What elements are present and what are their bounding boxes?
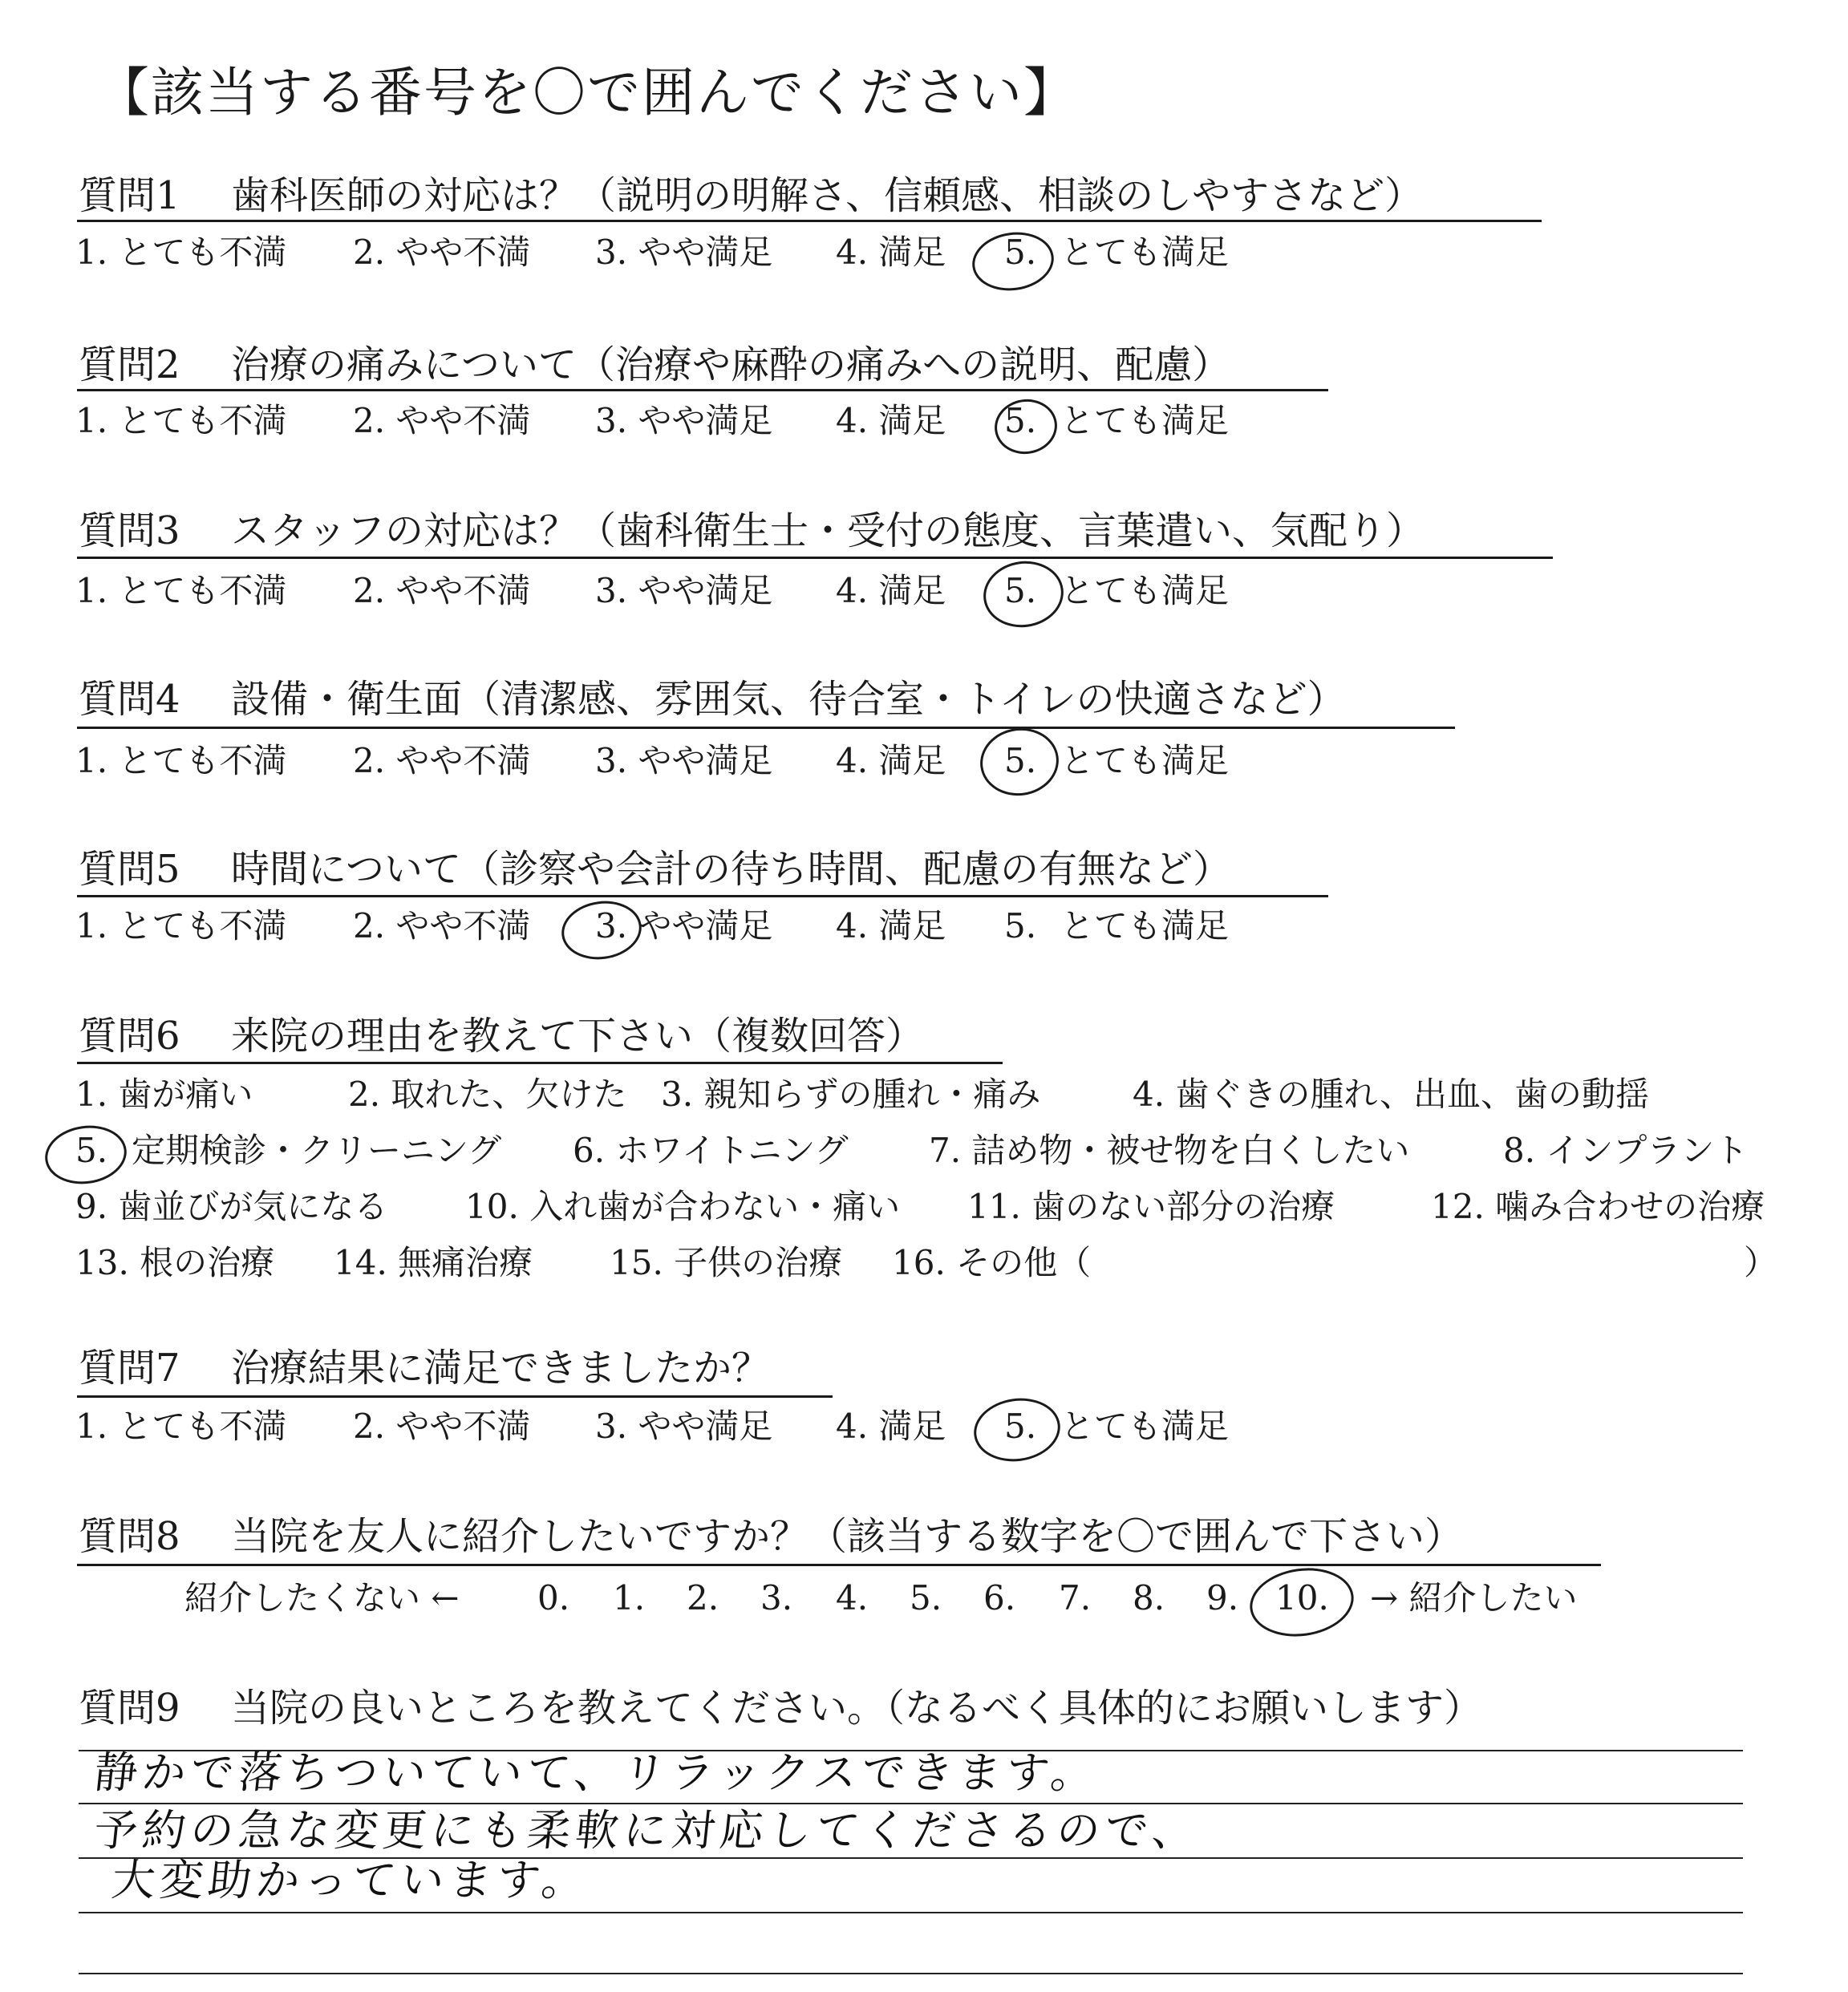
reason-option[interactable]: 15. 子供の治療: [610, 1243, 843, 1282]
question-7-options: [75, 1405, 1439, 1450]
option-5-label: とても満足: [1060, 401, 1230, 440]
question-number: 質問6: [79, 1014, 180, 1059]
option-1[interactable]: 1. とても不満: [75, 571, 287, 610]
reason-option[interactable]: 6. ホワイトニング: [573, 1131, 849, 1170]
reason-option[interactable]: 14. 無痛治療: [334, 1243, 533, 1282]
scale-option-7[interactable]: 7.: [1059, 1578, 1092, 1617]
question-number: 質問5: [79, 847, 180, 892]
scale-option-9[interactable]: 9.: [1206, 1578, 1239, 1617]
scale-option-0[interactable]: 0.: [537, 1578, 570, 1617]
question-3-header: [79, 507, 1424, 555]
question-4-header: [79, 675, 1346, 723]
option-5[interactable]: 5.: [1004, 571, 1037, 610]
option-2[interactable]: 2. やや不満: [353, 401, 531, 440]
answer-line: [79, 1973, 1743, 1974]
question-number: 質問2: [79, 342, 180, 387]
option-1[interactable]: 1. とても不満: [75, 906, 287, 945]
scale-right-label: → 紹介したい: [1370, 1578, 1578, 1617]
question-7-header: [79, 1344, 770, 1392]
question-underline: [77, 220, 1542, 222]
question-6-row-3: [75, 1185, 1800, 1230]
reason-option[interactable]: 7. 詰め物・被せ物を白くしたい: [929, 1131, 1410, 1170]
option-4[interactable]: 4. 満足: [836, 906, 946, 945]
scale-option-4[interactable]: 4.: [836, 1578, 869, 1617]
question-underline: [77, 895, 1328, 897]
option-3[interactable]: 3. やや満足: [595, 1407, 773, 1446]
handwritten-answer-line: 静かで落ちついていて、リラックスできます。: [91, 1747, 1102, 1798]
reason-option[interactable]: 3. 親知らずの腫れ・痛み: [661, 1075, 1041, 1114]
selection-circle: [976, 723, 1064, 801]
question-1-options: [75, 231, 1439, 276]
option-2[interactable]: 2. やや不満: [353, 1407, 531, 1446]
option-4[interactable]: 4. 満足: [836, 233, 946, 272]
question-text: 設備・衛生面（清潔感、雰囲気、待合室・トイレの快適さなど）: [231, 677, 1346, 722]
reason-option[interactable]: 4. 歯ぐきの腫れ、出血、歯の動揺: [1133, 1075, 1649, 1114]
page-title: 【該当する番号を〇で囲んでください】: [96, 62, 1078, 123]
reason-option[interactable]: 13. 根の治療: [75, 1243, 275, 1282]
option-1[interactable]: 1. とても不満: [75, 1407, 287, 1446]
question-8-scale: [184, 1577, 1708, 1622]
option-4[interactable]: 4. 満足: [836, 401, 946, 440]
scale-option-1[interactable]: 1.: [613, 1578, 646, 1617]
reason-option-label: 定期検診・クリーニング: [132, 1131, 502, 1170]
question-3-options: [75, 569, 1439, 614]
reason-option[interactable]: 12. 噛み合わせの治療: [1431, 1187, 1765, 1226]
question-text: 時間について（診察や会計の待ち時間、配慮の有無など）: [231, 847, 1232, 892]
option-1[interactable]: 1. とても不満: [75, 401, 287, 440]
question-8-header: [79, 1512, 1463, 1561]
reason-option[interactable]: 8. インプラント: [1503, 1131, 1749, 1170]
selection-circle: [970, 1393, 1064, 1467]
option-2[interactable]: 2. やや不満: [353, 233, 531, 272]
option-1[interactable]: 1. とても不満: [75, 233, 287, 272]
option-4[interactable]: 4. 満足: [836, 741, 946, 780]
question-number: 質問3: [79, 508, 180, 553]
option-3[interactable]: 3. やや満足: [595, 233, 773, 272]
reason-option-other[interactable]: 16. その他（: [892, 1243, 1092, 1282]
answer-line: [79, 1912, 1743, 1913]
question-text: 歯科医師の対応は？（説明の明解さ、信頼感、相談のしやすさなど）: [231, 173, 1424, 218]
question-text: 治療の痛みについて（治療や麻酔の痛みへの説明、配慮）: [231, 342, 1231, 387]
option-3[interactable]: 3. やや満足: [595, 401, 773, 440]
option-5[interactable]: 5.: [1004, 741, 1037, 780]
question-text: 来院の理由を教えて下さい（複数回答）: [231, 1014, 925, 1059]
option-1[interactable]: 1. とても不満: [75, 741, 287, 780]
question-2-header: [79, 341, 1230, 389]
handwritten-answer-line: 大変助かっています。: [109, 1855, 593, 1905]
question-6-row-4: [75, 1241, 1800, 1286]
question-2-options: [75, 399, 1439, 444]
question-5-options: [75, 905, 1439, 949]
scale-option-5[interactable]: 5.: [910, 1578, 942, 1617]
question-9-header: [79, 1684, 1482, 1732]
option-2[interactable]: 2. やや不満: [353, 741, 531, 780]
option-2[interactable]: 2. やや不満: [353, 906, 531, 945]
question-number: 質問7: [79, 1346, 180, 1391]
option-5[interactable]: 5.: [1004, 401, 1037, 440]
option-5-label: とても満足: [1060, 906, 1230, 945]
question-underline: [77, 557, 1553, 559]
option-2[interactable]: 2. やや不満: [353, 571, 531, 610]
question-text: 当院の良いところを教えてください。（なるべく具体的にお願いします）: [231, 1686, 1483, 1731]
question-6-header: [79, 1012, 924, 1060]
question-text: 当院を友人に紹介したいですか？（該当する数字を〇で囲んで下さい）: [231, 1514, 1464, 1559]
scale-option-10[interactable]: 10.: [1275, 1578, 1329, 1617]
option-5-label: とても満足: [1060, 741, 1230, 780]
option-3[interactable]: 3. やや満足: [595, 906, 773, 945]
question-underline: [77, 1395, 833, 1398]
scale-option-6[interactable]: 6.: [983, 1578, 1016, 1617]
option-4[interactable]: 4. 満足: [836, 571, 946, 610]
question-6-row-1: [75, 1073, 1800, 1118]
option-3[interactable]: 3. やや満足: [595, 741, 773, 780]
question-underline: [77, 727, 1455, 729]
reason-option[interactable]: 9. 歯並びが気になる: [75, 1187, 388, 1226]
handwritten-answer-line: 予約の急な変更にも柔軟に対応してくださるので、: [91, 1805, 1203, 1856]
reason-option[interactable]: 5.: [75, 1131, 108, 1170]
scale-option-8[interactable]: 8.: [1133, 1578, 1165, 1617]
other-close-paren: ）: [1744, 1243, 1778, 1282]
question-underline: [77, 389, 1328, 391]
option-5-label: とても満足: [1060, 571, 1230, 610]
scale-option-3[interactable]: 3.: [760, 1578, 793, 1617]
question-5-header: [79, 845, 1231, 893]
option-5-label: とても満足: [1060, 1407, 1230, 1446]
question-6-row-2: [75, 1129, 1800, 1174]
option-4[interactable]: 4. 満足: [836, 1407, 946, 1446]
selection-circle: [1246, 1561, 1358, 1642]
option-3[interactable]: 3. やや満足: [595, 571, 773, 610]
scale-option-2[interactable]: 2.: [687, 1578, 719, 1617]
scale-left-label: 紹介したくない ←: [184, 1578, 460, 1617]
reason-option[interactable]: 11. 歯のない部分の治療: [967, 1187, 1335, 1226]
question-number: 質問4: [79, 677, 180, 722]
question-number: 質問1: [79, 173, 180, 218]
question-number: 質問9: [79, 1686, 180, 1731]
option-5-label: とても満足: [1060, 233, 1230, 272]
question-1-header: [79, 172, 1423, 220]
question-4-options: [75, 739, 1439, 784]
option-5[interactable]: 5.: [1004, 906, 1037, 945]
option-5[interactable]: 5.: [1004, 233, 1037, 272]
reason-option[interactable]: 1. 歯が痛い: [75, 1075, 253, 1114]
selection-circle: [979, 556, 1068, 632]
question-underline: [77, 1564, 1601, 1566]
reason-option[interactable]: 10. 入れ歯が合わない・痛い: [465, 1187, 901, 1226]
question-text: スタッフの対応は？（歯科衛生士・受付の態度、言葉遣い、気配り）: [231, 508, 1425, 553]
question-number: 質問8: [79, 1514, 180, 1559]
reason-option[interactable]: 2. 取れた、欠けた: [348, 1075, 627, 1114]
question-underline: [77, 1062, 1003, 1064]
option-5[interactable]: 5.: [1004, 1407, 1037, 1446]
question-text: 治療結果に満足できましたか？: [231, 1346, 771, 1391]
